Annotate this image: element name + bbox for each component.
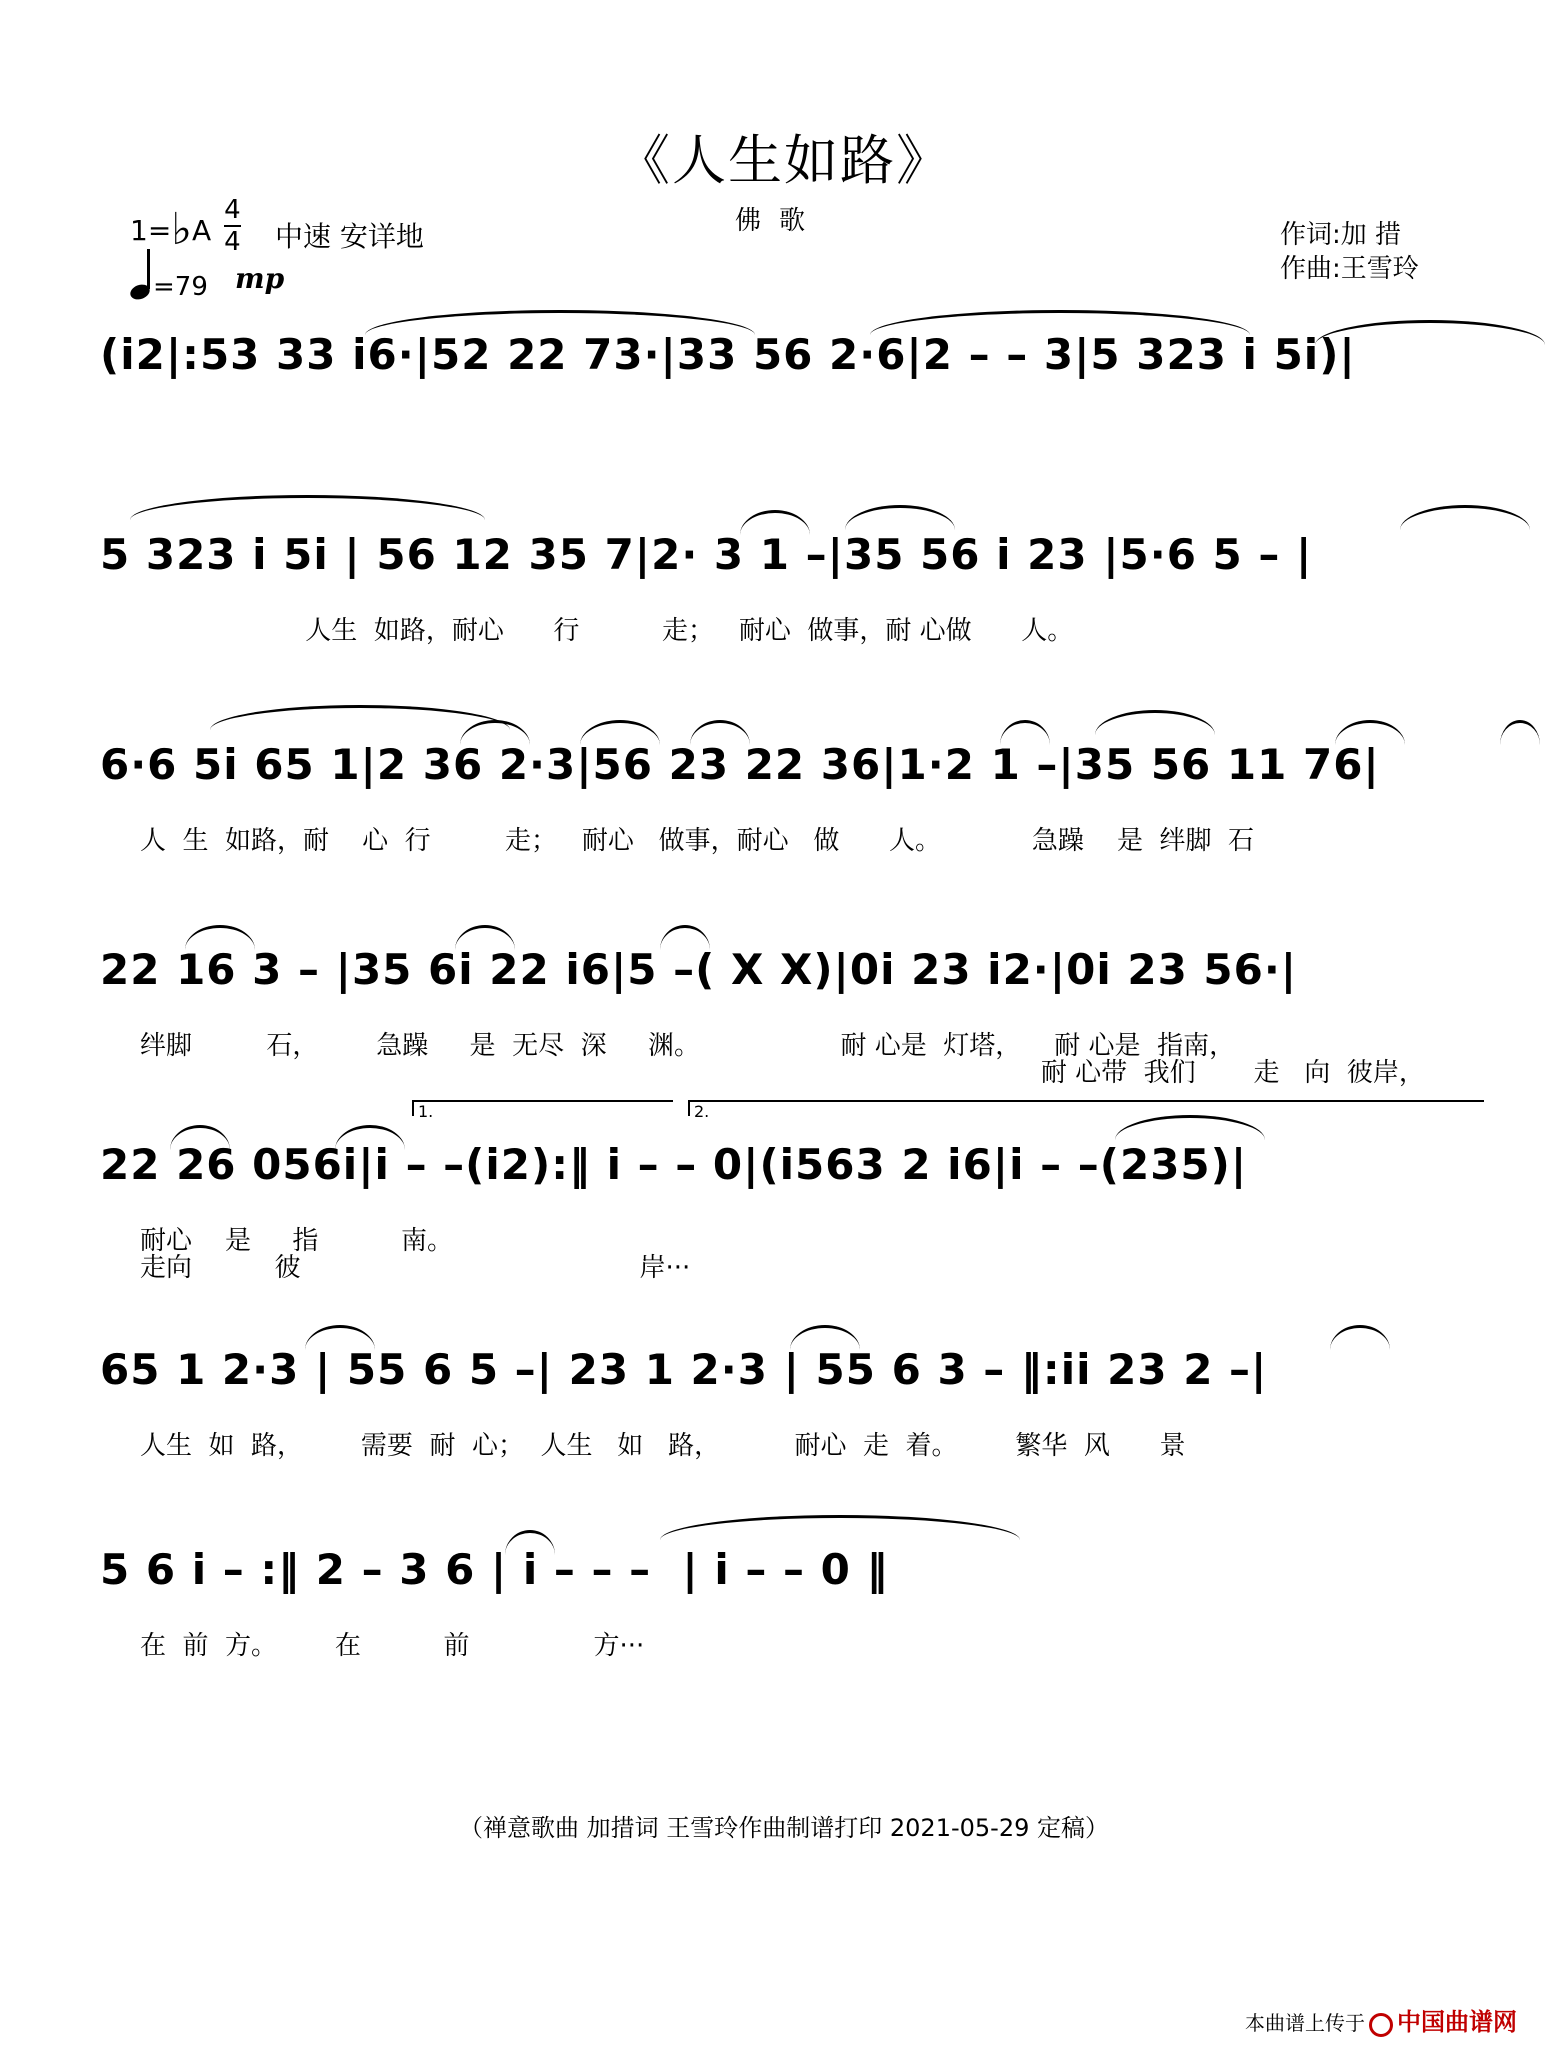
volta-2: 2. bbox=[688, 1100, 1484, 1116]
time-signature bbox=[224, 195, 241, 257]
slur bbox=[1095, 710, 1215, 735]
credits bbox=[1280, 218, 1419, 286]
time-numerator: 4 bbox=[224, 195, 241, 225]
slur bbox=[1115, 1115, 1265, 1140]
dynamic-marking: mp bbox=[235, 262, 285, 295]
notation-line: 22 16 3 – |35 6i 22 i6|5 –( X X)|0i 23 i2·|0i 23 56·| bbox=[100, 945, 1298, 994]
upload-credit bbox=[1245, 2002, 1517, 2037]
song-title: 《人生如路》 bbox=[616, 129, 952, 192]
metronome-mark bbox=[130, 255, 208, 302]
time-denominator: 4 bbox=[224, 227, 241, 257]
key-prefix: 1= bbox=[130, 214, 172, 247]
slur bbox=[845, 505, 955, 530]
notation-line: 5 323 i 5i | 56 12 35 7|2· 3 1 –|35 56 i 23 |5·6 5 – | bbox=[100, 530, 1313, 579]
notation-line: 5 6 i – :‖ 2 – 3 6 | i – – – | i – – 0 ‖ bbox=[100, 1545, 889, 1594]
site-logo-icon bbox=[1369, 2013, 1393, 2037]
notation-line: 65 1 2·3 | 55 6 5 –| 23 1 2·3 | 55 6 3 – ‖:ii 23 2 –| bbox=[100, 1345, 1268, 1394]
lyric-line-2: 走向 彼 岸··· bbox=[140, 1253, 691, 1283]
slur bbox=[660, 1515, 1020, 1540]
slur bbox=[130, 495, 485, 520]
slur bbox=[1500, 720, 1540, 745]
volta-1: 1. bbox=[412, 1100, 673, 1116]
lyric-line: 人 生 如路，耐 心 行 走； 耐心 做事，耐心 做 人。 急躁 是 绊脚 石 bbox=[140, 826, 1255, 856]
notation-line: 22 26 056i|i – –(i2):‖ i – – 0|(i563 2 i6|i – –(235)| bbox=[100, 1140, 1248, 1189]
upload-prefix: 本曲谱上传于 bbox=[1245, 2011, 1365, 2035]
lyric-line-2: 耐 心带 我们 走 向 彼岸， bbox=[140, 1058, 1425, 1088]
notation-line: 6·6 5i 65 1|2 36 2·3|56 23 22 36|1·2 1 –|35 56 11 76| bbox=[100, 740, 1380, 789]
slur bbox=[210, 705, 510, 730]
slur bbox=[1330, 1325, 1390, 1350]
lyric-line: 在 前 方。 在 前 方··· bbox=[140, 1631, 645, 1661]
lyric-line: 人生 如路，耐心 行 走； 耐心 做事，耐 心做 人。 bbox=[140, 616, 1074, 646]
footer-note: （禅意歌曲 加措词 王雪玲作曲制谱打印 2021-05-29 定稿） bbox=[459, 1814, 1109, 1842]
lyric-line: 人生 如 路， 需要 耐 心； 人生 如 路， 耐心 走 着。 繁华 风 景 bbox=[140, 1431, 1186, 1461]
lyric-line: 耐心 是 指 南。 bbox=[140, 1226, 454, 1256]
notation-line: (i2|:53 33 i6·|52 22 73·|33 56 2·6|2 – – 3|5 323 i 5i)| bbox=[100, 330, 1356, 379]
slur bbox=[1400, 505, 1530, 530]
genre-label: 佛歌 bbox=[735, 206, 824, 236]
lyric-line: 绊脚 石， 急躁 是 无尽 深 渊。 耐 心是 灯塔， 耐 心是 指南， bbox=[140, 1031, 1236, 1061]
composer: 作曲:王雪玲 bbox=[1280, 254, 1419, 284]
site-brand: 中国曲谱网 bbox=[1397, 2008, 1517, 2036]
tempo-marking: 中速 安详地 bbox=[275, 220, 424, 253]
bpm-value: =79 bbox=[153, 272, 208, 302]
key-letter: A bbox=[192, 214, 212, 247]
note-stem bbox=[147, 249, 150, 289]
flat-symbol: ♭ bbox=[171, 204, 193, 255]
lyricist: 作词:加 措 bbox=[1280, 220, 1402, 250]
